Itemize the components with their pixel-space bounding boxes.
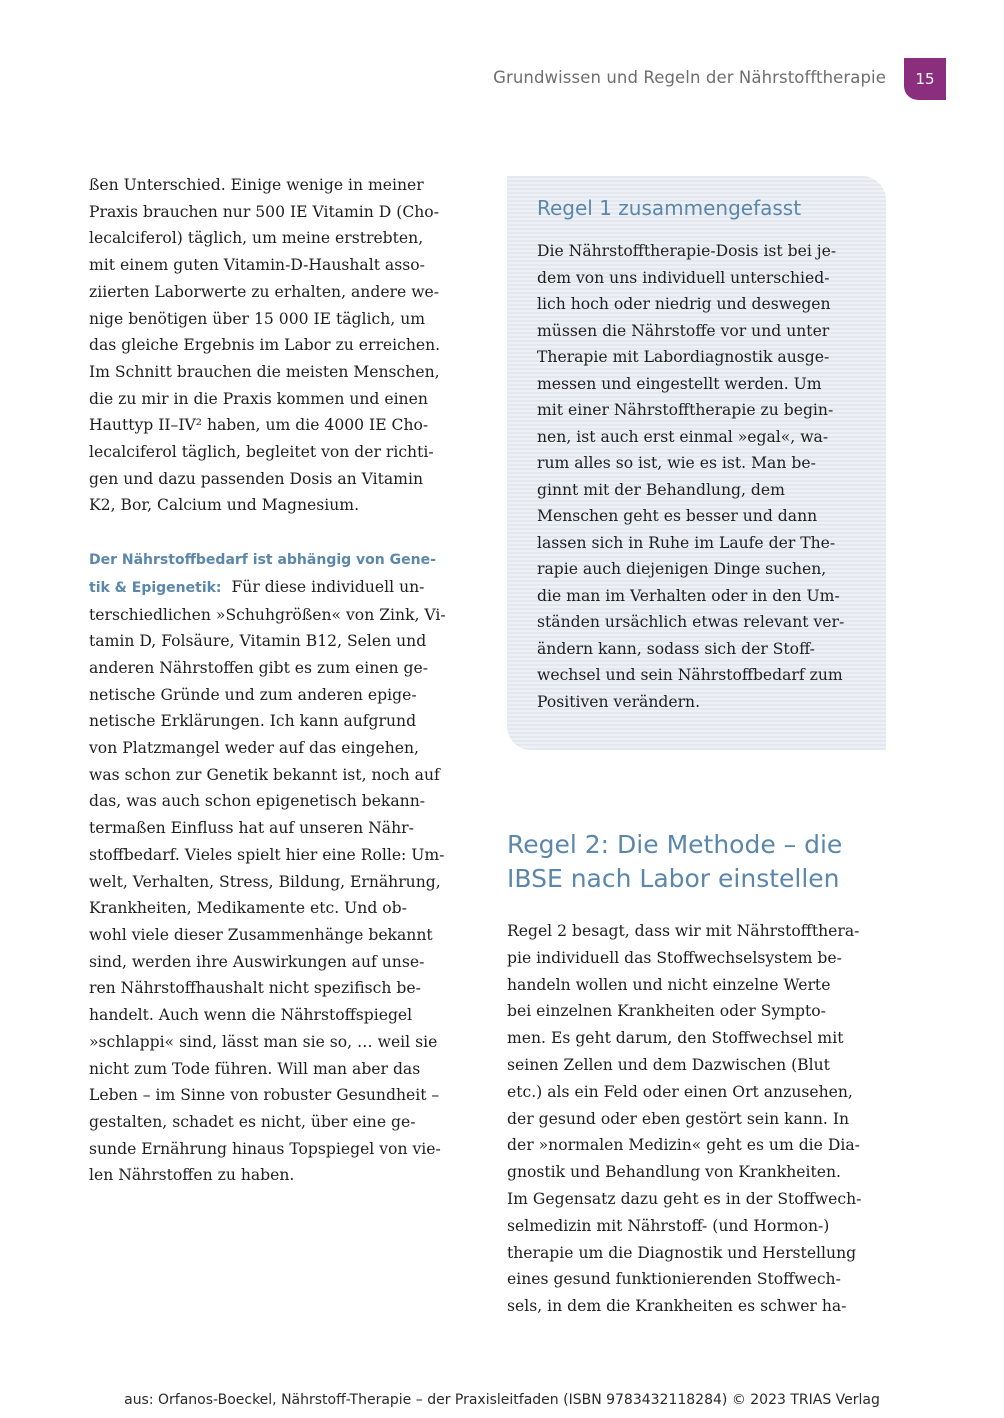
text-line: müssen die Nährstoffe vor und unter	[537, 321, 830, 340]
text-line: selmedizin mit Nährstoff- (und Hormon-)	[507, 1216, 830, 1235]
text-line: nicht zum Tode führen. Will man aber das	[89, 1059, 421, 1078]
text-line: netische Gründe und zum anderen epige-	[89, 685, 417, 704]
paragraph-lead-line	[89, 546, 469, 574]
running-header-title: Grundwissen und Regeln der Nährstofftherapie	[493, 68, 886, 87]
text-line: lassen sich in Ruhe im Laufe der The-	[537, 533, 836, 552]
text-line: die man im Verhalten oder in den Um-	[537, 586, 840, 605]
text-line: der »normalen Medizin« geht es um die Dia-	[507, 1136, 860, 1155]
text-line: handeln wollen und nicht einzelne Werte	[507, 975, 831, 994]
text-line: Leben – im Sinne von robuster Gesundheit –	[89, 1086, 440, 1105]
text-line: lich hoch oder niedrig und deswegen	[537, 295, 831, 313]
heading-line: IBSE nach Labor einstellen	[507, 864, 840, 893]
text-line: bei einzelnen Krankheiten oder Sympto-	[507, 1002, 826, 1021]
summary-box-title: Regel 1 zusammengefasst	[537, 196, 802, 220]
text-line: men. Es geht darum, den Stoffwechsel mit	[507, 1029, 844, 1048]
text-line: lecalciferol täglich, begleitet von der richti-	[89, 443, 434, 462]
paragraph-vitamin-d-dosage	[89, 172, 469, 519]
text-line: anderen Nährstoffen gibt es zum einen ge-	[89, 658, 428, 677]
text-line: mit einer Nährstofftherapie zu begin-	[537, 401, 834, 419]
text-line: nige benötigen über 15 000 IE täglich, um	[89, 309, 426, 328]
text-line: mit einem guten Vitamin-D-Haushalt asso-	[89, 256, 425, 275]
run-in-heading-cont: tik & Epigenetik:	[89, 579, 222, 596]
text-line: Im Gegensatz dazu geht es in der Stoffwech-	[507, 1189, 862, 1208]
paragraph-lead-line	[89, 574, 469, 602]
text-line: Menschen geht es besser und dann	[537, 507, 818, 525]
text-line: eines gesund funktionierenden Stoffwech-	[507, 1270, 841, 1289]
text-line: sind, werden ihre Auswirkungen auf unse-	[89, 952, 425, 971]
text-line: ständen ursächlich etwas relevant ver-	[537, 613, 845, 631]
text-line: dem von uns individuell unterschied-	[537, 268, 830, 287]
text-line: gnostik und Behandlung von Krankheiten.	[507, 1163, 842, 1182]
text-line: welt, Verhalten, Stress, Bildung, Ernährung,	[89, 872, 441, 891]
text-line: Krankheiten, Medikamente etc. Und ob-	[89, 899, 407, 918]
text-line: Hauttyp II–IV² haben, um die 4000 IE Cho-	[89, 416, 429, 435]
text-line: pie individuell das Stoffwechselsystem be-	[507, 948, 842, 967]
text-line: len Nährstoffen zu haben.	[89, 1166, 295, 1185]
text-line: wohl viele dieser Zusammenhänge bekannt	[89, 925, 433, 944]
text-line: Regel 2 besagt, dass wir mit Nährstoffthera-	[507, 922, 860, 940]
text-line: was schon zur Genetik bekannt ist, noch auf	[89, 765, 440, 784]
text-line: ziierten Laborwerte zu erhalten, andere we-	[89, 282, 440, 301]
text-line: ändern kann, sodass sich der Stoff-	[537, 639, 815, 658]
text-line: etc.) als ein Feld oder einen Ort anzusehen,	[507, 1082, 853, 1101]
text-line: messen und eingestellt werden. Um	[537, 374, 822, 393]
text-line: sels, in dem die Krankheiten es schwer ha-	[507, 1297, 847, 1316]
text-line: rapie auch diejenigen Dinge suchen,	[537, 560, 827, 578]
text-line: »schlappi« sind, lässt man sie so, … weil sie	[89, 1032, 438, 1051]
paragraph-genetics	[89, 546, 469, 1189]
text-line: das, was auch schon epigenetisch bekann-	[89, 792, 426, 811]
text-line: die zu mir in die Praxis kommen und einen	[89, 389, 428, 408]
section-body-text	[507, 918, 892, 1320]
text-line: Die Nährstofftherapie-Dosis ist bei je-	[537, 242, 837, 260]
text-line: das gleiche Ergebnis im Labor zu erreichen.	[89, 336, 441, 355]
text-line: sunde Ernährung hinaus Topspiegel von vie-	[89, 1139, 441, 1158]
run-in-heading: Der Nährstoffbedarf ist abhängig von Gene-	[89, 552, 436, 569]
text-line: wechsel und sein Nährstoffbedarf zum	[537, 666, 843, 684]
section-heading	[507, 828, 897, 896]
text-line: lecalciferol) täglich, um meine erstrebten,	[89, 229, 424, 248]
text-line: terschiedlichen »Schuhgrößen« von Zink, Vi-	[89, 605, 446, 624]
text-line: Für diese individuell un-	[231, 577, 425, 596]
text-line: Positiven verändern.	[537, 692, 701, 711]
text-line: ren Nährstoffhaushalt nicht spezifisch be-	[89, 979, 421, 998]
text-line: termaßen Einfluss hat auf unseren Nähr-	[89, 819, 414, 838]
text-line: netische Erklärungen. Ich kann aufgrund	[89, 712, 417, 731]
text-line: Praxis brauchen nur 500 IE Vitamin D (Cho-	[89, 202, 439, 221]
text-line: handelt. Auch wenn die Nährstoffspiegel	[89, 1006, 413, 1025]
page-number-badge: 15	[904, 58, 946, 100]
text-line: K2, Bor, Calcium und Magnesium.	[89, 496, 360, 515]
text-line: stoffbedarf. Vieles spielt hier eine Rolle: Um-	[89, 845, 445, 864]
text-line: seinen Zellen und dem Dazwischen (Blut	[507, 1055, 830, 1074]
text-line: nen, ist auch erst einmal »egal«, wa-	[537, 427, 829, 446]
text-line: Therapie mit Labordiagnostik ausge-	[537, 348, 830, 366]
text-line: ginnt mit der Behandlung, dem	[537, 480, 785, 499]
text-line: tamin D, Folsäure, Vitamin B12, Selen und	[89, 632, 427, 651]
text-line: rum alles so ist, wie es ist. Man be-	[537, 454, 816, 472]
summary-box-text	[537, 238, 867, 715]
heading-line: Regel 2: Die Methode – die	[507, 830, 843, 859]
text-line: gen und dazu passenden Dosis an Vitamin	[89, 469, 423, 488]
text-line: therapie um die Diagnostik und Herstellung	[507, 1243, 857, 1262]
left-column	[89, 172, 469, 1189]
text-line: der gesund oder eben gestört sein kann. In	[507, 1109, 850, 1128]
text-line: gestalten, schadet es nicht, über eine ge-	[89, 1112, 416, 1131]
footer-citation: aus: Orfanos-Boeckel, Nährstoff-Therapie – der Praxisleitfaden (ISBN 9783432118284) © 2023 TRIAS Verlag	[124, 1392, 880, 1408]
text-line: ßen Unterschied. Einige wenige in meiner	[89, 176, 424, 194]
text-line: von Platzmangel weder auf das eingehen,	[89, 739, 419, 758]
text-line: Im Schnitt brauchen die meisten Menschen,	[89, 362, 440, 381]
